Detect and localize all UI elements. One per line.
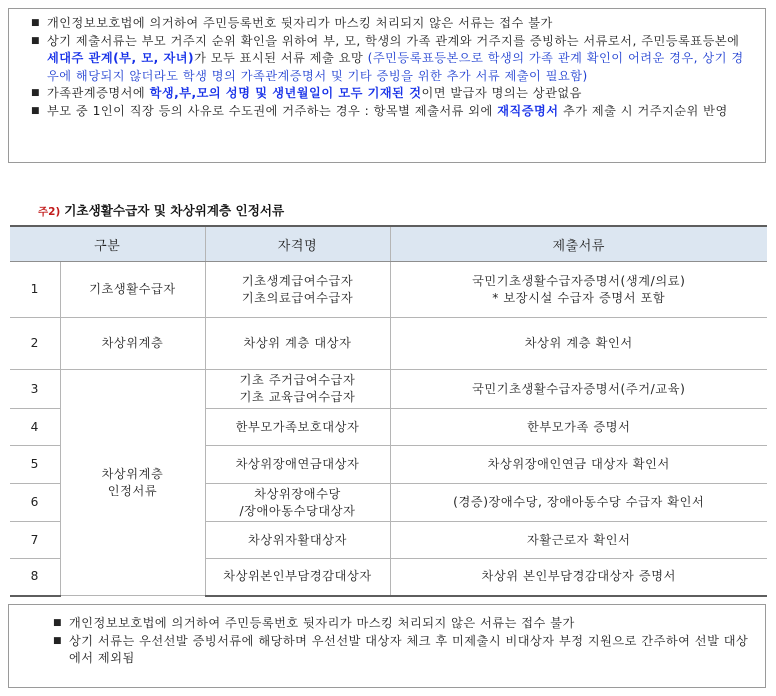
- note-text: 개인정보보호법에 의거하여 주민등록번호 뒷자리가 마스킹 처리되지 않은 서류는 접수 불가: [69, 616, 575, 630]
- row-number: 5: [10, 446, 60, 484]
- qualification-line: 기초의료급여수급자: [241, 290, 354, 305]
- note-text: 추가 제출 시 거주지순위 반영: [558, 103, 728, 118]
- row-number: 2: [10, 318, 60, 370]
- document-line: 국민기초생활수급자증명서(생계/의료): [472, 273, 686, 288]
- document-cell: 차상위장애인연금 대상자 확인서: [390, 446, 767, 484]
- table-row: [10, 262, 767, 318]
- row-number: 6: [10, 484, 60, 522]
- document-cell: 국민기초생활수급자증명서(주거/교육): [390, 370, 767, 409]
- note-text: 상기 서류는 우선선발 증빙서류에 해당하며 우선선발 대상자 체크 후 미제출시 비대상자 부정 지원으로 간주하여 선발 대상에서 제외됨: [69, 633, 749, 666]
- table-row: [10, 370, 767, 409]
- group-line: 인정서류: [107, 483, 158, 498]
- group-cell: 차상위계층: [60, 318, 205, 370]
- row-number: 3: [10, 370, 60, 409]
- col-header-qualification: 자격명: [205, 226, 390, 262]
- qualification-cell: 차상위자활대상자: [205, 522, 390, 559]
- note-family-cert: [27, 85, 749, 103]
- note-blue-text: (주민등록표등본으로 학생의 가족 관계 확인이 어려운 경우, 상기 경우에 해당되지 않더라도 학생 명의 가족관계증명서 및 기타 증빙을 위한 추가 서류 제출이 필요함): [47, 51, 744, 83]
- square-bullet-icon: ■: [31, 35, 41, 46]
- square-bullet-icon: ■: [53, 635, 63, 646]
- row-number: 4: [10, 409, 60, 446]
- document-line: * 보장시설 수급자 증명서 포함: [492, 290, 666, 305]
- square-bullet-icon: ■: [31, 105, 41, 116]
- footnote-marker: 주2): [38, 206, 61, 218]
- eligibility-table: [10, 225, 767, 597]
- document-cell: (경증)장애수당, 장애아동수당 수급자 확인서: [390, 484, 767, 522]
- note-emphasis: 세대주 관계(부, 모, 자녀): [47, 51, 195, 66]
- qualification-cell: 차상위장애연금대상자: [205, 446, 390, 484]
- document-cell: 차상위 계층 확인서: [390, 318, 767, 370]
- document-cell: 차상위 본인부담경감대상자 증명서: [390, 559, 767, 596]
- document-cell: [390, 262, 767, 318]
- note-emphasis: 재직증명서: [497, 103, 559, 118]
- qualification-line: /장애아동수당대상자: [239, 503, 356, 518]
- note-text: 가족관계증명서에: [47, 86, 150, 101]
- square-bullet-icon: ■: [31, 18, 41, 28]
- note-masking: [27, 15, 749, 33]
- col-header-documents: 제출서류: [390, 226, 767, 262]
- row-number: 7: [10, 522, 60, 559]
- note-text: 가 모두 표시된 서류 제출 요망: [194, 51, 368, 66]
- group-cell: [60, 370, 205, 596]
- document-cell: 자활근로자 확인서: [390, 522, 767, 559]
- note-employment-cert: [27, 103, 749, 121]
- notes-box-bottom: [8, 604, 766, 688]
- note-emphasis: 학생,부,모의 성명 및 생년월일이 모두 기재된 것: [149, 86, 422, 101]
- group-cell: 기초생활수급자: [60, 262, 205, 318]
- table-row: [10, 318, 767, 370]
- table-header-row: [10, 226, 767, 262]
- square-bullet-icon: ■: [53, 618, 63, 628]
- notes-list-top: [27, 15, 749, 121]
- note-text: 부모 중 1인이 직장 등의 사유로 수도권에 거주하는 경우 : 항목별 제출서류 외에: [47, 103, 498, 118]
- note-text: 개인정보보호법에 의거하여 주민등록번호 뒷자리가 마스킹 처리되지 않은 서류는 접수 불가: [47, 16, 553, 30]
- note-residence-docs: [27, 33, 749, 86]
- group-line: 차상위계층: [101, 466, 164, 481]
- note-masking: [49, 615, 749, 633]
- note-priority-docs: [49, 633, 749, 668]
- section-title: 기초생활수급자 및 차상위계층 인정서류: [64, 203, 285, 218]
- qualification-cell: 한부모가족보호대상자: [205, 409, 390, 446]
- qualification-cell: 차상위 계층 대상자: [205, 318, 390, 370]
- section-heading: [38, 200, 284, 219]
- document-cell: 한부모가족 증명서: [390, 409, 767, 446]
- row-number: 1: [10, 262, 60, 318]
- notes-list-bottom: [49, 615, 749, 668]
- qualification-cell: [205, 262, 390, 318]
- note-text: 이면 발급자 명의는 상관없음: [421, 86, 582, 101]
- qualification-line: 기초 교육급여수급자: [239, 390, 356, 404]
- qualification-line: 차상위장애수당: [254, 486, 341, 501]
- col-header-category: 구분: [10, 226, 205, 262]
- qualification-cell: [205, 484, 390, 522]
- row-number: 8: [10, 559, 60, 596]
- qualification-line: 기초 주거급여수급자: [239, 373, 356, 387]
- qualification-cell: 차상위본인부담경감대상자: [205, 559, 390, 596]
- qualification-cell: [205, 370, 390, 409]
- note-text: 상기 제출서류는 부모 거주지 순위 확인을 위하여 부, 모, 학생의 가족 관계와 거주지를 증빙하는 서류로서, 주민등록표등본에: [47, 33, 740, 48]
- qualification-line: 기초생계급여수급자: [241, 273, 354, 288]
- square-bullet-icon: ■: [31, 88, 41, 99]
- notes-box-top: [8, 8, 766, 163]
